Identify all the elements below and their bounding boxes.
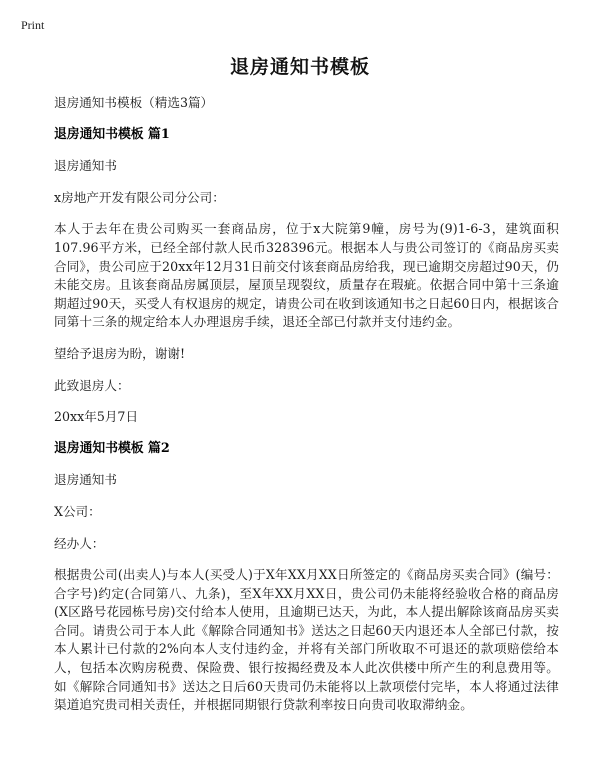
article-1-addressee: x房地产开发有限公司分公司：: [54, 189, 225, 205]
article-1-closing: 此致退房人：: [54, 377, 130, 393]
article-1-notice-title: 退房通知书: [54, 158, 117, 174]
page-title: 退房通知书模板: [229, 56, 370, 78]
document-body: [54, 94, 559, 715]
article-2-notice-title: 退房通知书: [54, 472, 117, 488]
article-1-body: 本人于去年在贵公司购买一套商品房，位于x大院第9幢，房号为(9)1-6-3，建筑面积107.96平方米，已经全部付款人民币328396元。根据本人与贵公司签订的《商品房买卖合同》，贵公司应于20xx年12月31日前交付该套商品房给我，现已逾期交房超过90天，仍未能交房。且该套商品房属顶层，屋顶呈现裂纹，质量存在瑕疵。依据合同中第十三条逾期超过90天，买受人有权退房的规定，请贵公司在收到该通知书之日起60日内，根据该合同第十三条的规定给本人办理退房手续，退还全部已付款并支付违约金。: [54, 221, 559, 330]
article-2-body: 根据贵公司(出卖人)与本人(买受人)于X年XX月XX日所签定的《商品房买卖合同》(编号：合字号)约定(合同第八、九条)，至X年XX月XX日，贵公司仍未能将经验收合格的商品房(X区路号花园栋号房)交付给本人使用，且逾期已达天，为此，本人提出解除该商品房买卖合同。请贵公司于本人此《解除合同通知书》送达之日起60天内退还本人全部已付款，按本人累计已付款的2%向本人支付违约金，并将有关部门所收取不可退还的款项赔偿给本人，包括本次购房税费、保险费、银行按揭经费及本人此次供楼中所产生的利息费用等。如《解除合同通知书》送达之日后60天贵司仍未能将以上款项偿付完毕，本人将通过法律渠道追究贵司相关责任，并根据同期银行贷款利率按日向贵司收取滞纳金。: [54, 567, 559, 713]
article-1-date: 20xx年5月7日: [54, 409, 139, 425]
article-1-request: 望给予退房为盼，谢谢!: [54, 345, 185, 361]
print-link[interactable]: Print: [21, 18, 45, 32]
article-2-handler: 经办人：: [54, 535, 105, 551]
article-2-heading: 退房通知书模板 篇2: [54, 440, 170, 456]
article-1-heading: 退房通知书模板 篇1: [54, 126, 170, 142]
document-subtitle: 退房通知书模板（精选3篇）: [54, 95, 214, 110]
article-2-addressee: X公司：: [54, 503, 101, 519]
